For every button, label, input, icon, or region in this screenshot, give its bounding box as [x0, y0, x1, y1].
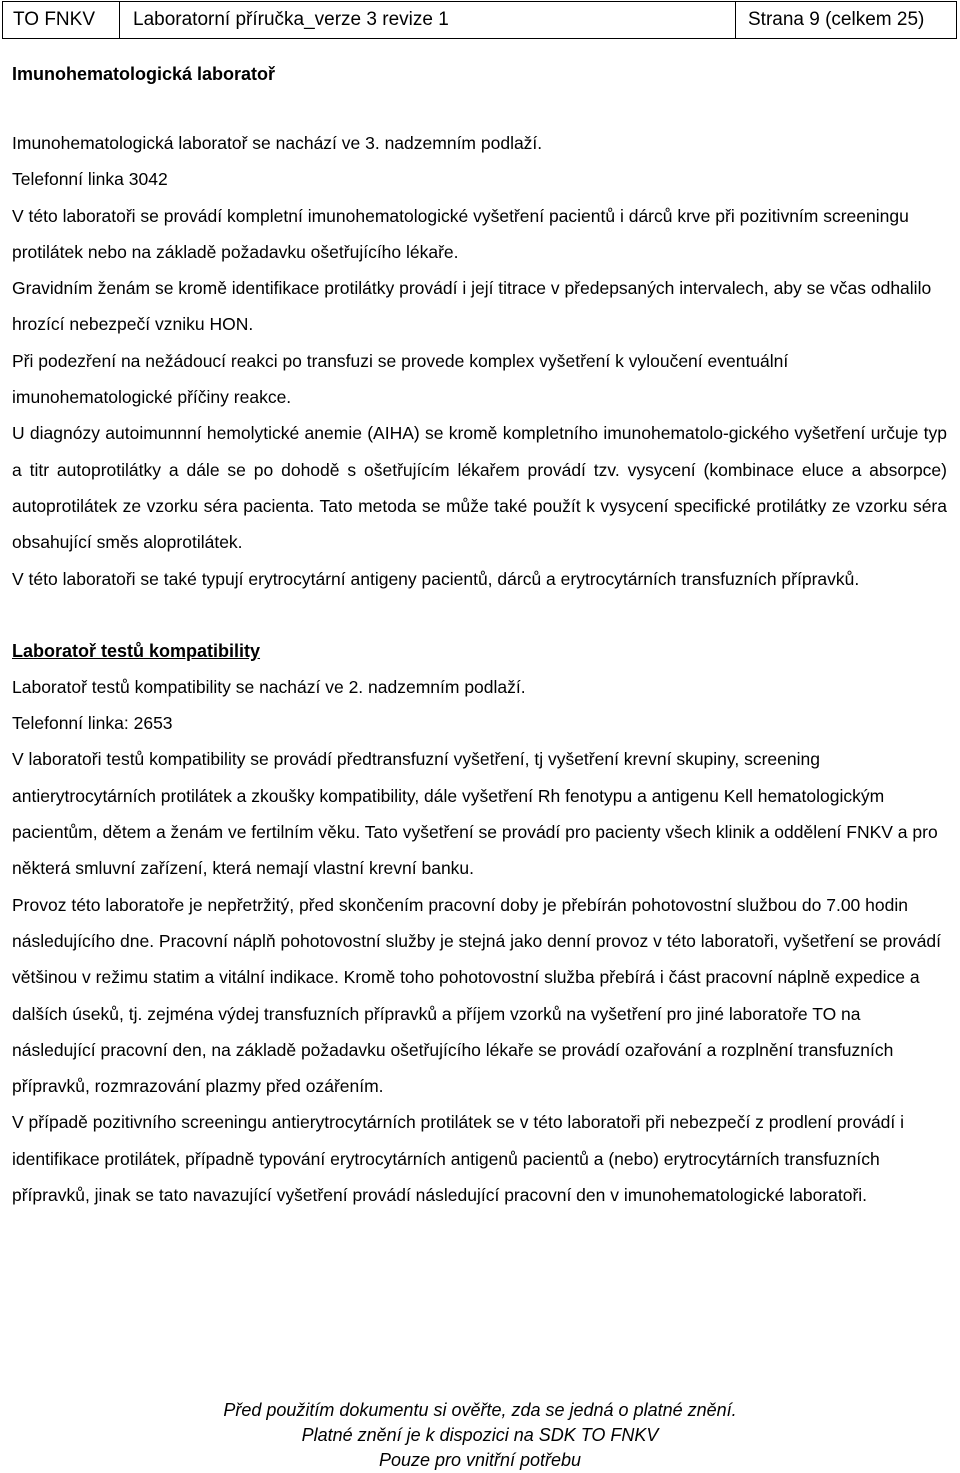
- paragraph-antigen-typing: V této laboratoři se také typují erytrocytární antigeny pacientů, dárců a erytrocytárních transfuzních přípravků.: [12, 568, 860, 589]
- page-footer: [0, 1398, 960, 1473]
- document-body: [12, 56, 947, 1213]
- paragraph-positive-screening: V případě pozitivního screeningu antierytrocytárních protilátek se v této laboratoři při nebezpečí z prodlení provádí i identifikace protilátek, případně typování erytrocytárních antigenů pacientů a (nebo) erytrocytárních transfuzních přípravků, jinak se tato navazující vyšetření provádí následující pracovní den v imunohematologické laboratoři.: [12, 1112, 905, 1206]
- footer-line-validity: Před použitím dokumentu si ověřte, zda se jedná o platné znění.: [223, 1400, 737, 1420]
- paragraph-transfusion-reaction: Při podezření na nežádoucí reakci po transfuzi se provede komplex vyšetření k vyloučení eventuální imunohematologické příčiny reakce.: [12, 350, 789, 408]
- paragraph-phone-2: Telefonní linka: 2653: [12, 713, 173, 734]
- header-org: TO FNKV: [3, 2, 120, 38]
- paragraph-pretransfusion: V laboratoři testů kompatibility se provádí předtransfuzní vyšetření, tj vyšetření krevní skupiny, screening antierytrocytárních protilátek a zkoušky kompatibility, dále vyšetření Rh fenotypu a antigenu Kell hematologickým pacientům, dětem a ženám ve fertilním věku. Tato vyšetření se provádí pro pacienty všech klinik a oddělení FNKV a pro některá smluvní zařízení, která nemají vlastní krevní banku.: [12, 749, 938, 879]
- paragraph-location-2: Laboratoř testů kompatibility se nachází ve 2. nadzemním podlaží.: [12, 676, 526, 697]
- footer-line-internal-use: Pouze pro vnitřní potřebu: [378, 1450, 582, 1470]
- paragraph-pregnant-women: Gravidním ženám se kromě identifikace protilátky provádí i její titrace v předepsaných intervalech, aby se včas odhalilo hrozící nebezpečí vzniku HON.: [12, 278, 932, 335]
- paragraph-location: Imunohematologická laboratoř se nachází ve 3. nadzemním podlaží.: [12, 133, 543, 153]
- paragraph-phone: Telefonní linka 3042: [12, 169, 168, 190]
- paragraph-operation: Provoz této laboratoře je nepřetržitý, před skončením pracovní doby je přebírán pohotovostní službou do 7.00 hodin následujícího dne. Pracovní náplň pohotovostní služby je stejná jako denní provoz v této laboratoři, vyšetření se provádí většinou v režimu statim a vitální indikace. Kromě toho pohotovostní služba přebírá i část pracovní náplně expedice a dalších úseků, tj. zejména výdej transfuzních přípravků a příjem vzorků na vyšetření pro jiné laboratoře TO na následující pracovní den, na základě požadavku ošetřujícího lékaře se provádí ozařování a rozplnění transfuzních přípravků, rozmrazování plazmy před ozářením.: [12, 894, 942, 1097]
- section-title-compatibility: Laboratoř testů kompatibility: [12, 640, 261, 661]
- footer-line-availability: Platné znění je k dispozici na SDK TO FNKV: [301, 1425, 659, 1445]
- header-page-number: Strana 9 (celkem 25): [735, 2, 956, 38]
- page-header: [2, 1, 957, 39]
- header-doc-title: Laboratorní příručka_verze 3 revize 1: [133, 9, 449, 30]
- section-title-immunohematology: Imunohematologická laboratoř: [12, 64, 276, 84]
- paragraph-aiha: U diagnózy autoimunnní hemolytické anemie (AIHA) se kromě kompletního imunohematolo-gického vyšetření určuje typ a titr autoprotilátky a dále se po dohodě s ošetřujícím lékařem provádí tzv. vysycení (kombinace eluce a absorpce) autoprotilátek ze vzorku séra pacienta. Tato metoda se může také použít k vysycení specifické protilátky ze vzorku séra obsahující směs aloprotilátek.: [12, 423, 947, 553]
- paragraph-examinations: V této laboratoři se provádí kompletní imunohematologické vyšetření pacientů i dárců krve při pozitivním screeningu protilátek nebo na základě požadavku ošetřujícího lékaře.: [12, 205, 909, 262]
